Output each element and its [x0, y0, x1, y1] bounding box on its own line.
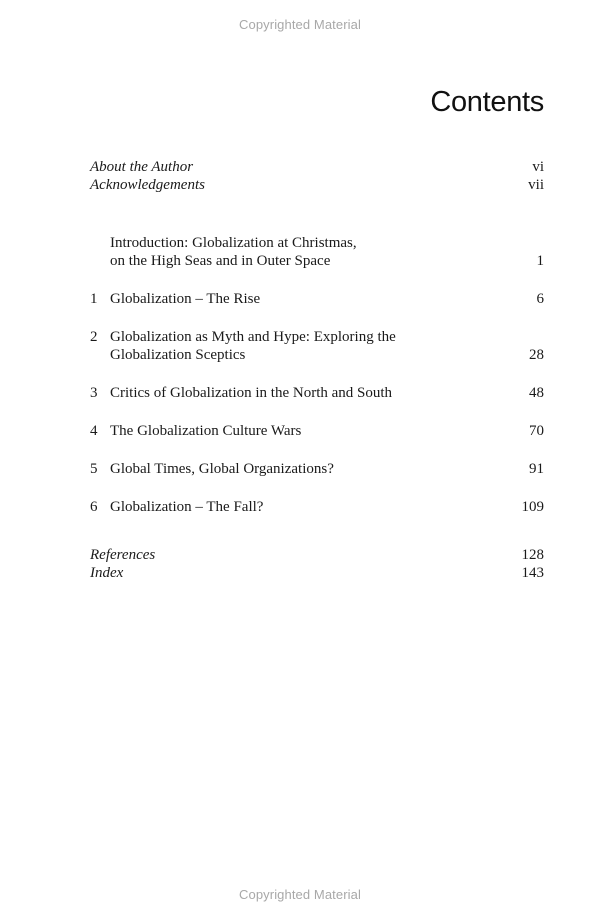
toc-entry-page: 109 — [521, 499, 544, 515]
toc-entry-chapter-2[interactable] — [90, 328, 544, 364]
toc-entry-page: 128 — [521, 547, 544, 563]
toc-entry-chapter-6[interactable] — [90, 498, 544, 516]
toc-entry-page: 6 — [536, 291, 544, 307]
toc-entry-acknowledgements[interactable] — [90, 176, 544, 194]
toc-entry-title-line: Critics of Globalization in the North and South — [110, 385, 393, 401]
toc-entry-about-author[interactable] — [90, 158, 544, 176]
toc-entry-index[interactable] — [90, 564, 544, 582]
toc-entry-title-line: Globalization Sceptics — [110, 347, 246, 363]
chapter-number: 6 — [90, 499, 98, 515]
toc-entry-title — [90, 234, 357, 270]
toc-entry-title-line: Introduction: Globalization at Christmas, — [110, 235, 357, 251]
toc-entry-page: 48 — [529, 385, 544, 401]
toc-entry-title-line: Globalization – The Fall? — [110, 499, 264, 515]
toc-entry-chapter-1[interactable] — [90, 290, 544, 308]
toc-entry-page: vi — [532, 159, 544, 175]
toc-entry-title-line: Globalization as Myth and Hype: Exploring the — [110, 329, 396, 345]
toc-entry-chapter-3[interactable] — [90, 384, 544, 402]
page-title: Contents — [430, 86, 544, 118]
copyright-watermark-top: Copyrighted Material — [239, 17, 361, 32]
toc-entry-title — [110, 384, 529, 402]
table-of-contents — [90, 158, 544, 582]
toc-entry-page: 70 — [529, 423, 544, 439]
toc-entry-page: 143 — [521, 565, 544, 581]
toc-entry-label: About the Author — [90, 159, 194, 175]
chapter-number: 4 — [90, 423, 98, 439]
toc-entry-chapter-4[interactable] — [90, 422, 544, 440]
toc-entry-title — [110, 290, 537, 308]
toc-entry-page: 1 — [536, 253, 544, 269]
toc-entry-page: 28 — [529, 347, 544, 363]
toc-entry-title — [110, 422, 529, 440]
toc-entry-title-line: The Globalization Culture Wars — [110, 423, 302, 439]
toc-entry-title — [110, 328, 529, 364]
chapter-number: 3 — [90, 385, 98, 401]
toc-entry-label: References — [90, 547, 156, 563]
toc-entry-introduction[interactable] — [90, 234, 544, 270]
toc-entry-label: Acknowledgements — [90, 177, 205, 193]
copyright-watermark-bottom: Copyrighted Material — [239, 887, 361, 902]
toc-entry-title — [110, 460, 529, 478]
toc-entry-page: vii — [528, 177, 544, 193]
toc-entry-references[interactable] — [90, 546, 544, 564]
toc-entry-title-line: Global Times, Global Organizations? — [110, 461, 334, 477]
chapter-number: 1 — [90, 291, 98, 307]
toc-entry-title — [110, 498, 522, 516]
chapter-number: 5 — [90, 461, 98, 477]
chapter-number: 2 — [90, 329, 98, 345]
toc-entry-title-line: Globalization – The Rise — [110, 291, 261, 307]
toc-entry-label: Index — [90, 565, 124, 581]
toc-entry-page: 91 — [529, 461, 544, 477]
toc-entry-title-line: on the High Seas and in Outer Space — [110, 253, 331, 269]
toc-entry-chapter-5[interactable] — [90, 460, 544, 478]
